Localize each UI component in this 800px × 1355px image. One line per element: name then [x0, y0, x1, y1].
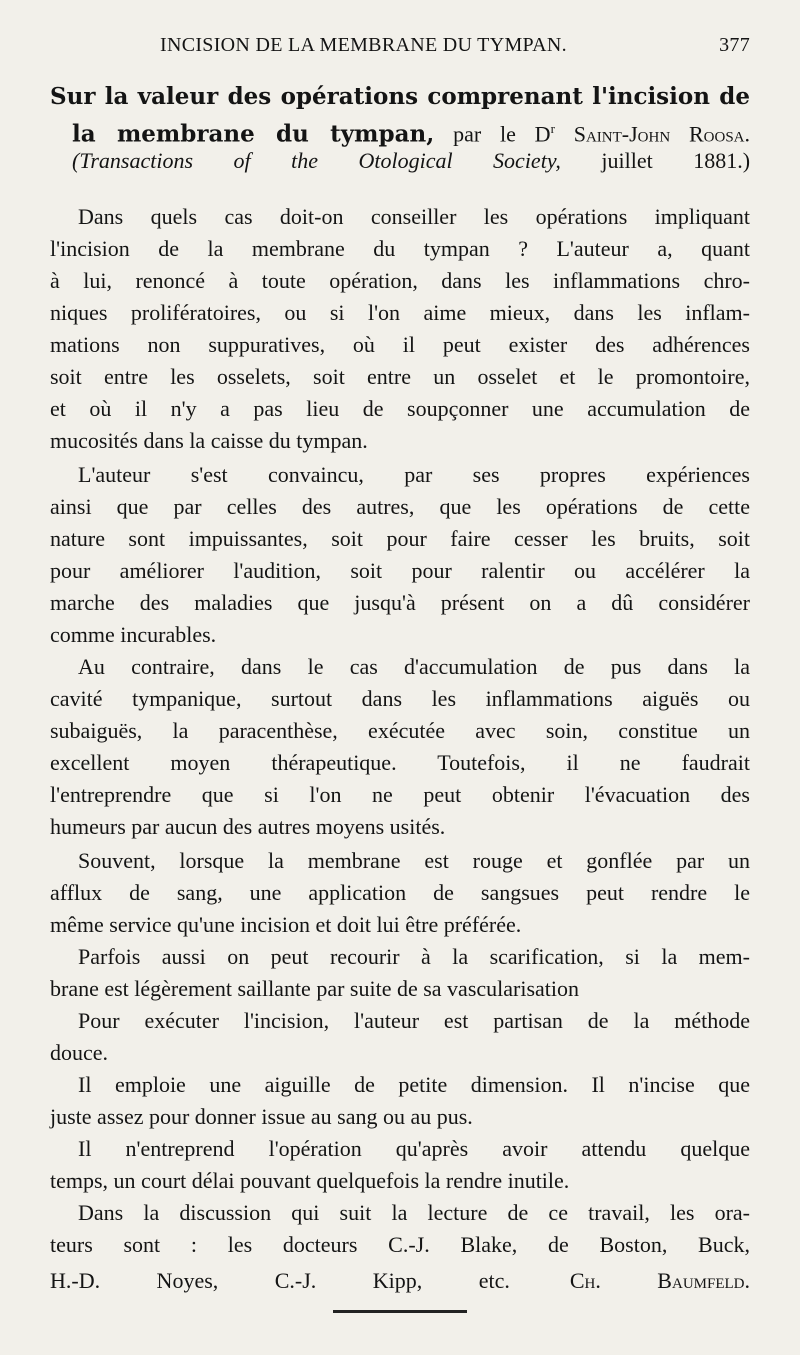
body-line: humeurs par aucun des autres moyens usités. — [50, 814, 446, 839]
body-line: temps, un court délai pouvant quelquefois la rendre inutile. — [50, 1168, 570, 1193]
body-line: niques prolifératoires, ou si l'on aime mieux, dans les inflam- — [50, 300, 750, 325]
body-line: brane est légèrement saillante par suite de sa vascularisation — [50, 976, 580, 1001]
signature: Ch. Baumfeld. — [569, 1268, 750, 1293]
article-title-line-2 — [72, 114, 750, 149]
article-source — [72, 146, 750, 176]
body-line: même service qu'une incision et doit lui être préférée. — [50, 912, 522, 937]
title-bold: la membrane du tympan, — [72, 120, 435, 148]
body-line: l'entreprendre que si l'on ne peut obtenir l'évacuation des — [50, 782, 750, 807]
body-line: comme incurables. — [50, 622, 217, 647]
body-line: mations non suppuratives, où il peut exister des adhérences — [50, 332, 750, 357]
running-head: INCISION DE LA MEMBRANE DU TYMPAN. — [160, 34, 567, 56]
end-rule — [333, 1310, 467, 1313]
journal-name: (Transactions of the Otological Society, — [72, 148, 561, 173]
body-line: Dans quels cas doit-on conseiller les opérations impliquant — [78, 204, 750, 229]
body-line: Il emploie une aiguille de petite dimension. Il n'incise que — [78, 1072, 750, 1097]
body-line: Souvent, lorsque la membrane est rouge et gonflée par un — [78, 848, 750, 873]
article-title-line-1: Sur la valeur des opérations comprenant l'incision de — [50, 83, 750, 110]
body-line: cavité tympanique, surtout dans les inflammations aiguës ou — [50, 686, 750, 711]
title-par: par le D — [453, 121, 551, 147]
body-line: ainsi que par celles des autres, que les opérations de cette — [50, 494, 750, 519]
body-line: Pour exécuter l'incision, l'auteur est partisan de la méthode — [78, 1008, 750, 1033]
body-line: excellent moyen thérapeutique. Toutefois, il ne faudrait — [50, 750, 750, 775]
body-line: douce. — [50, 1040, 109, 1065]
body-line: et où il n'y a pas lieu de soupçonner une accumulation de — [50, 396, 750, 421]
body-line: juste assez pour donner issue au sang ou au pus. — [50, 1104, 473, 1129]
body-line: l'incision de la membrane du tympan ? L'auteur a, quant — [50, 236, 750, 261]
body-line: afflux de sang, une application de sangsues peut rendre le — [50, 880, 750, 905]
author-name: Saint-John Roosa. — [573, 121, 751, 147]
body-line: teurs sont : les docteurs C.-J. Blake, de Boston, Buck, — [50, 1232, 750, 1257]
body-line: nature sont impuissantes, soit pour faire cesser les bruits, soit — [50, 526, 750, 551]
closing-line — [50, 1266, 750, 1296]
body-line: Dans la discussion qui suit la lecture de ce travail, les ora- — [78, 1200, 750, 1225]
title-sup: r — [550, 121, 555, 136]
source-date: juillet 1881.) — [601, 148, 751, 173]
body-line: mucosités dans la caisse du tympan. — [50, 428, 368, 453]
body-line: à lui, renoncé à toute opération, dans les inflammations chro- — [50, 268, 750, 293]
body-line: pour améliorer l'audition, soit pour ralentir ou accélérer la — [50, 558, 750, 583]
body-line: Au contraire, dans le cas d'accumulation de pus dans la — [78, 654, 750, 679]
body-line: marche des maladies que jusqu'à présent on a dû considérer — [50, 590, 750, 615]
page-number: 377 — [719, 34, 750, 56]
body-line: Parfois aussi on peut recourir à la scarification, si la mem- — [78, 944, 750, 969]
body-line: L'auteur s'est convaincu, par ses propres expériences — [78, 462, 750, 487]
closing-text: H.-D. Noyes, C.-J. Kipp, etc. — [50, 1268, 510, 1293]
body-line: subaiguës, la paracenthèse, exécutée avec soin, constitue un — [50, 718, 750, 743]
body-line: Il n'entreprend l'opération qu'après avoir attendu quelque — [78, 1136, 750, 1161]
body-line: soit entre les osselets, soit entre un osselet et le promontoire, — [50, 364, 750, 389]
